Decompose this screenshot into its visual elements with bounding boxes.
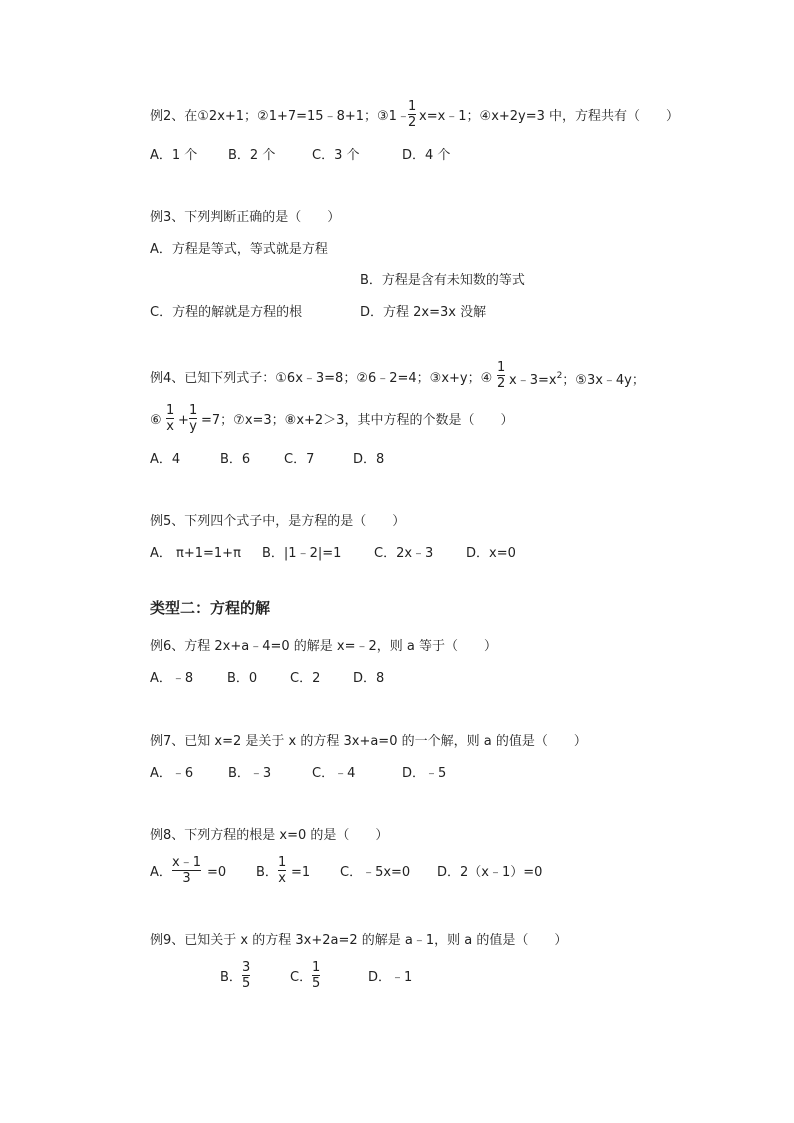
ex2-option-a: A．1 个 [150,148,198,163]
ex8-option-b-fraction [278,856,286,885]
fraction-denominator: 5 [242,976,251,991]
ex7-question: 例7、已知 x=2 是关于 x 的方程 3x+a=0 的一个解，则 a 的值是（ ） [150,734,587,749]
ex8-option-c: C．﹣5x=0 [340,865,411,880]
ex4-option-c: C．7 [284,452,315,467]
fraction-denominator: 2 [408,115,417,130]
ex7-option-b: B．﹣3 [228,766,272,781]
ex9-option-c-label: C． [290,970,313,985]
ex2-option-d: D．4 个 [402,148,451,163]
ex4-fraction-1-over-y [189,404,197,433]
fraction-numerator: 1 [312,960,321,975]
ex9-question: 例9、已知关于 x 的方程 3x+2a=2 的解是 a﹣1，则 a 的值是（ ） [150,933,568,948]
fraction-denominator: 3 [182,871,191,886]
ex4-option-b: B．6 [220,452,251,467]
fraction-numerator: 1 [408,99,417,114]
ex8-option-a-fraction [172,856,201,885]
fraction-denominator: x [278,871,286,886]
ex8-option-d: D．2（x﹣1）=0 [437,865,543,880]
ex4-line2-prefix: ⑥ [150,413,162,428]
ex9-option-b-label: B． [220,970,242,985]
ex4-option-d: D．8 [353,452,385,467]
ex5-option-d: D．x=0 [466,546,516,561]
ex4-exponent: 2 [556,371,563,381]
ex7-option-c: C．﹣4 [312,766,356,781]
fraction-numerator: 1 [278,855,287,870]
fraction-numerator: 1 [189,403,198,418]
ex3-option-c: C．方程的解就是方程的根 [150,305,303,320]
ex9-option-d: D．﹣1 [368,970,413,985]
ex3-question: 例3、下列判断正确的是（ ） [150,210,341,225]
ex4-fraction [497,361,505,390]
ex8-option-a-rest: =0 [207,865,227,880]
ex8-question: 例8、下列方程的根是 x=0 的是（ ） [150,828,389,843]
ex6-option-a: A．﹣8 [150,671,194,686]
ex4-plus: + [178,413,189,428]
ex4-expr: x﹣3=x [509,373,557,388]
ex3-option-b: B．方程是含有未知数的等式 [360,273,525,288]
ex3-option-d: D．方程 2x=3x 没解 [360,305,487,320]
fraction-denominator: y [189,419,197,434]
ex6-option-c: C．2 [290,671,321,686]
ex4-expr-rest: ；⑤3x﹣4y； [562,373,645,388]
ex4-line2-rest: =7；⑦x=3；⑧x+2＞3，其中方程的个数是（ ） [201,413,514,428]
ex7-option-a: A．﹣6 [150,766,194,781]
ex8-option-b-rest: =1 [291,865,311,880]
ex6-question: 例6、方程 2x+a﹣4=0 的解是 x=﹣2，则 a 等于（ ） [150,639,498,654]
fraction-denominator: 2 [497,376,506,391]
ex2-question-part1: 例2、在①2x+1；②1+7=15﹣8+1；③1﹣ [150,109,410,124]
ex2-option-c: C．3 个 [312,148,360,163]
ex4-question-part2 [509,372,645,387]
ex5-option-b: B．|1﹣2|=1 [262,546,342,561]
ex3-option-a: A．方程是等式，等式就是方程 [150,242,328,257]
fraction-denominator: x [166,419,174,434]
fraction-numerator: 1 [166,403,175,418]
ex6-option-d: D．8 [353,671,385,686]
ex5-question: 例5、下列四个式子中，是方程的是（ ） [150,514,406,529]
ex4-option-a: A．4 [150,452,181,467]
fraction-numerator: 1 [497,360,506,375]
ex8-option-b-label: B． [256,865,278,880]
ex5-option-c: C．2x﹣3 [374,546,434,561]
ex2-question-part2: x=x﹣1；④x+2y=3 中，方程共有（ ） [419,109,680,124]
ex9-option-c-fraction [312,961,320,990]
ex7-option-d: D．﹣5 [402,766,447,781]
ex4-fraction-1-over-x [166,404,174,433]
ex8-option-a-label: A． [150,865,172,880]
ex4-question-part1: 例4、已知下列式子：①6x﹣3=8；②6﹣2=4；③x+y；④ [150,371,493,386]
ex2-option-b: B．2 个 [228,148,276,163]
ex5-option-a: A． π+1=1+π [150,546,241,561]
ex6-option-b: B．0 [227,671,258,686]
fraction-numerator: x﹣1 [172,855,201,870]
fraction-denominator: 5 [312,976,321,991]
fraction-numerator: 3 [242,960,251,975]
section-heading: 类型二：方程的解 [150,599,271,617]
ex9-option-b-fraction [242,961,250,990]
ex2-fraction [408,100,416,129]
